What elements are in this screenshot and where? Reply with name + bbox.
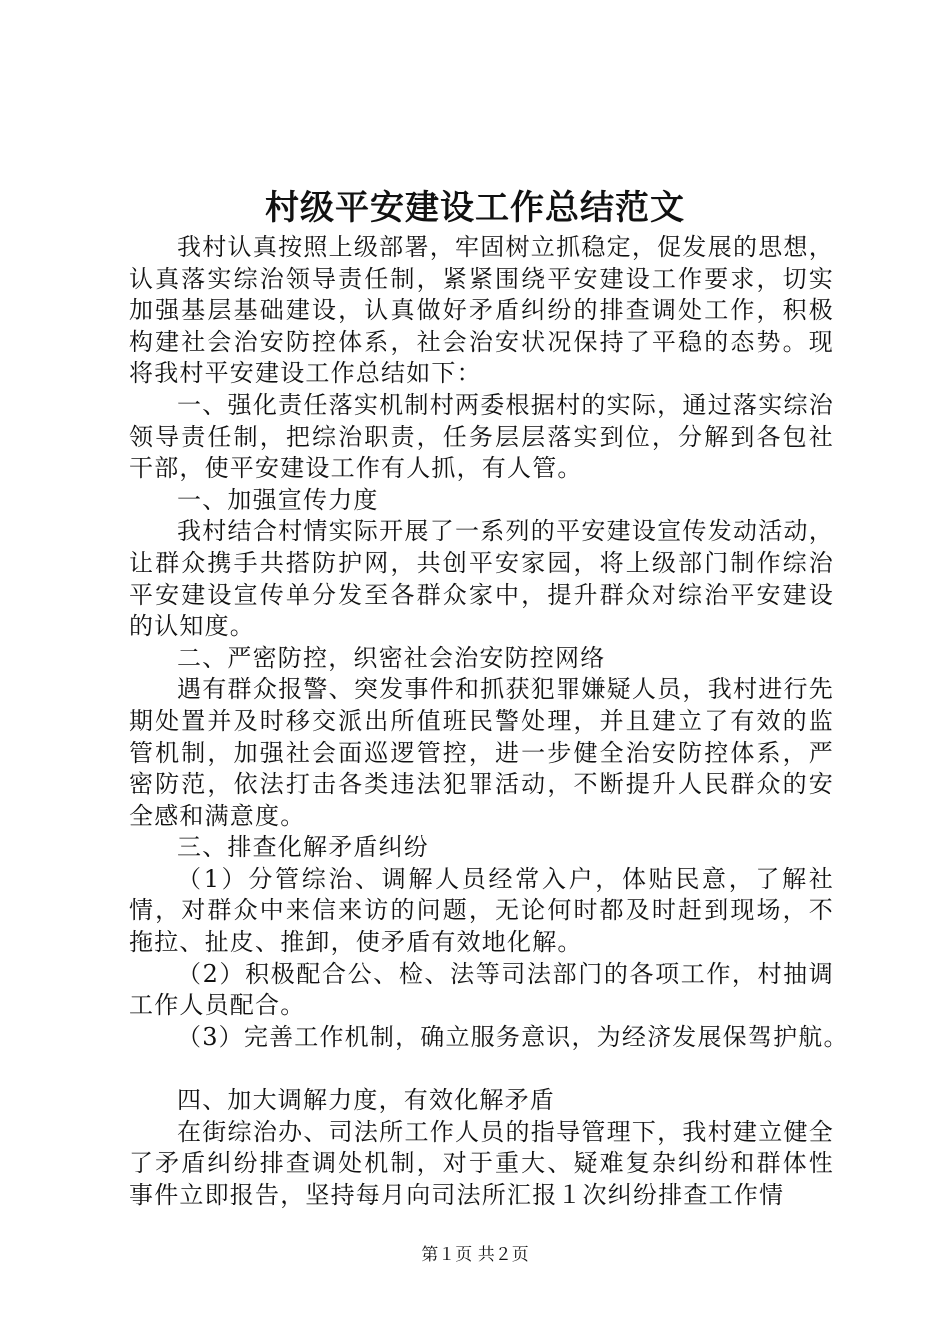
list-item-disputes-3: （3）完善工作机制，确立服务意识，为经济发展保驾护航。 [177, 1022, 849, 1051]
paragraph-responsibility: 一、强化责任落实机制村两委根据村的实际，通过落实综治领导责任制，把综治职责，任务层层落实到位，分解到各包社干部，使平安建设工作有人抓，有人管。 [129, 390, 834, 483]
paragraph-intro: 我村认真按照上级部署，牢固树立抓稳定，促发展的思想，认真落实综治领导责任制，紧紧围绕平安建设工作要求，切实加强基层基础建设，认真做好矛盾纠纷的排查调处工作，积极构建社会治安防控体系，社会治安状况保持了平稳的态势。现将我村平安建设工作总结如下： [129, 233, 834, 388]
list-item-disputes-2: （2）积极配合公、检、法等司法部门的各项工作，村抽调工作人员配合。 [129, 959, 834, 1020]
page-footer: 第１页 共２页 [421, 1245, 529, 1265]
section-heading-disputes: 三、排查化解矛盾纠纷 [177, 833, 429, 862]
list-item-disputes-1: （1）分管综治、调解人员经常入户，体贴民意，了解社情，对群众中来信来访的问题，无论何时都及时赶到现场，不拖拉、扯皮、推卸，使矛盾有效地化解。 [129, 864, 834, 957]
paragraph-mediation: 在街综治办、司法所工作人员的指导管理下，我村建立健全了矛盾纠纷排查调处机制，对于重大、疑难复杂纠纷和群体性事件立即报告，坚持每月向司法所汇报１次纠纷排查工作情 [129, 1117, 834, 1209]
paragraph-prevention: 遇有群众报警、突发事件和抓获犯罪嫌疑人员，我村进行先期处置并及时移交派出所值班民警处理，并且建立了有效的监管机制，加强社会面巡逻管控，进一步健全治安防控体系，严密防范，依法打击各类违法犯罪活动，不断提升人民群众的安全感和满意度。 [129, 675, 834, 830]
section-heading-publicity: 一、加强宣传力度 [177, 485, 379, 514]
section-heading-mediation: 四、加大调解力度，有效化解矛盾 [177, 1086, 555, 1115]
document-body [129, 232, 849, 1211]
blank-line [129, 1053, 834, 1085]
document-title: 村级平安建设工作总结范文 [265, 188, 685, 228]
section-heading-prevention: 二、严密防控，织密社会治安防控网络 [177, 643, 606, 672]
paragraph-publicity: 我村结合村情实际开展了一系列的平安建设宣传发动活动，让群众携手共搭防护网，共创平安家园，将上级部门制作综治平安建设宣传单分发至各群众家中，提升群众对综治平安建设的认知度。 [129, 517, 834, 641]
